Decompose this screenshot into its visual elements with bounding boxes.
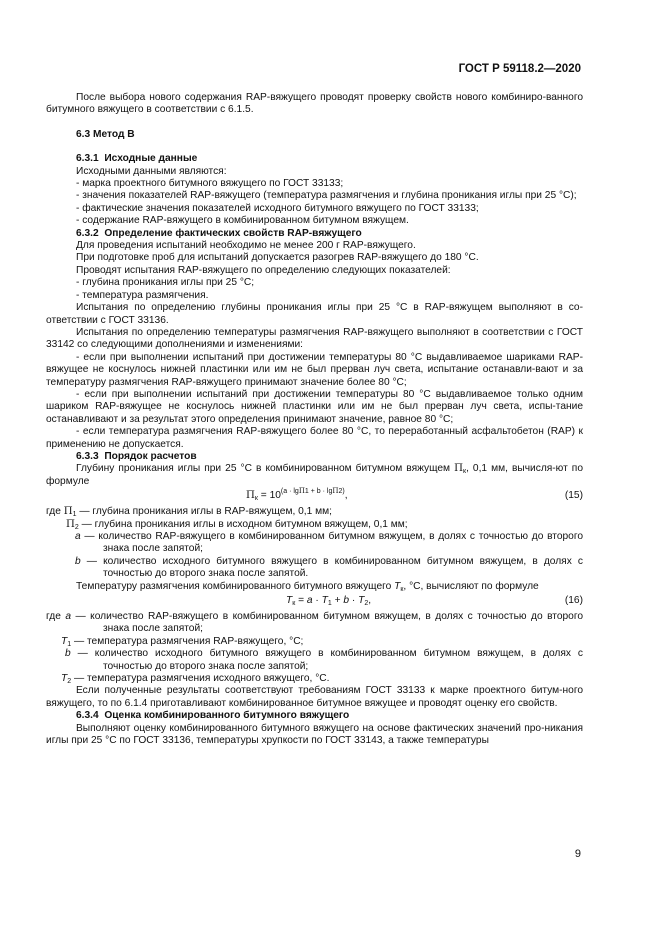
- paragraph: Если полученные результаты соответствуют требованиям ГОСТ 33133 к марке проектного битум-ного вяжущего, то по 6.1.4 приготавливают комбинированное битумное вяжущее и проводят оценку его свойств.: [46, 685, 583, 709]
- paragraph: При подготовке проб для испытаний допускается разогрев RAP-вяжущего до 180 °С.: [76, 252, 479, 264]
- definition: $\Pi_2$ — глубина проникания иглы в исходном битумном вяжущем, 0,1 мм;: [66, 518, 408, 531]
- list-item: - глубина проникания иглы при 25 °С;: [76, 277, 255, 289]
- definition: $T_1$ — температура размягчения RAP-вяжущего, °С;: [61, 635, 304, 648]
- paragraph: Глубину проникания иглы при 25 °С в комбинированном битумном вяжущем $\Pi_к$, 0,1 мм, вычисля-ют по формуле: [46, 463, 583, 487]
- list-item: - если температура размягчения RAP-вяжущего более 80 °С, то переработанный асфальтобетон (RAP) к применению не допускается.: [46, 426, 583, 450]
- section-heading: 6.3 Метод В: [76, 128, 135, 140]
- subsection-heading: 6.3.3 Порядок расчетов: [76, 450, 197, 462]
- definition: где a — количество RAP-вяжущего в комбинированном битумном вяжущем, в долях с точностью до второго знака после запятой;: [46, 611, 583, 635]
- document-body: [46, 92, 583, 748]
- paragraph: Испытания по определению температуры размягчения RAP-вяжущего выполняют в соответствии с ГОСТ 33142 со следующими дополнениями и изменениями:: [46, 326, 583, 351]
- document-header: ГОСТ Р 59118.2—2020: [458, 63, 581, 75]
- list-item: - фактические значения показателей исходного битумного вяжущего по ГОСТ 33133;: [76, 202, 479, 214]
- definition: $T_2$ — температура размягчения исходного вяжущего, °С.: [61, 673, 330, 686]
- definition: b — количество исходного битумного вяжущего в комбинированном битумном вяжущем, в долях с точностью до второго знака после запятой.: [75, 555, 583, 580]
- formula-expression: $\Pi_к = 10^{(a \cdot lg\Pi 1 + b \cdot lg\Pi 2)}$,: [246, 487, 348, 503]
- formula-number: (15): [564, 490, 583, 502]
- formula-expression: $T_к = a \cdot T_1 + b \cdot T_2$,: [286, 595, 372, 608]
- paragraph: Испытания по определению глубины проникания иглы при 25 °С в RAP-вяжущем выполняют в со-ответствии с ГОСТ 33136.: [46, 302, 583, 326]
- subsection-heading: 6.3.2 Определение фактических свойств RAP-вяжущего: [76, 227, 362, 239]
- formula-16: [46, 593, 583, 611]
- formula-number: (16): [564, 595, 583, 607]
- list-item: - значения показателей RAP-вяжущего (температура размягчения и глубина проникания иглы при 25 °С);: [76, 190, 577, 202]
- definition: a — количество RAP-вяжущего в комбинированном битумном вяжущем, в долях с точностью до второго знака после запятой;: [75, 531, 583, 555]
- paragraph: Для проведения испытаний необходимо не менее 200 г RAP-вяжущего.: [76, 240, 416, 252]
- list-item: - если при выполнении испытаний при достижении температуры 80 °С выдавливаемое шариками RAP-вяжущее не коснулось нижней пластинки или им не был прерван луч света, испытание останавли-вают и за температуру размягчения RAP-вяжущего принимают значение более 80 °С;: [46, 351, 583, 388]
- definition: b — количество исходного битумного вяжущего в комбинированном битумном вяжущем, в долях с точностью до второго знака после запятой;: [65, 648, 583, 672]
- subsection-heading: 6.3.4 Оценка комбинированного битумного вяжущего: [76, 710, 350, 722]
- list-item: - марка проектного битумного вяжущего по ГОСТ 33133;: [76, 178, 344, 190]
- paragraph: Выполняют оценку комбинированного битумного вяжущего на основе фактических значений про-никания иглы при 25 °С по ГОСТ 33136, температуры хрупкости по ГОСТ 33143, а также температуры: [46, 722, 583, 747]
- paragraph: Температуру размягчения комбинированного битумного вяжущего $T_к$, °С, вычисляют по формуле: [76, 580, 539, 593]
- paragraph: После выбора нового содержания RAP-вяжущего проводят проверку свойств нового комбиниро-ванного битумного вяжущего в соответствии с 6.1.5.: [46, 92, 583, 116]
- paragraph: Проводят испытания RAP-вяжущего по определению следующих показателей:: [76, 264, 451, 276]
- list-item: - если при выполнении испытаний при достижении температуры 80 °С выдавливаемое только одним шариком RAP-вяжущее не коснулось нижней пластинки или им не был прерван луч света, испы-тание останавливают и за результат этого определения принимают значение, равное 80 °С;: [46, 388, 583, 425]
- paragraph: Исходными данными являются:: [76, 165, 227, 177]
- formula-15: [46, 488, 583, 506]
- page-number: 9: [574, 848, 581, 860]
- subsection-heading: 6.3.1 Исходные данные: [76, 153, 198, 165]
- list-item: - температура размягчения.: [76, 289, 209, 301]
- definition: где $\Pi_1$ — глубина проникания иглы в RAP-вяжущем, 0,1 мм;: [46, 506, 332, 519]
- list-item: - содержание RAP-вяжущего в комбинированном битумном вяжущем.: [76, 215, 409, 227]
